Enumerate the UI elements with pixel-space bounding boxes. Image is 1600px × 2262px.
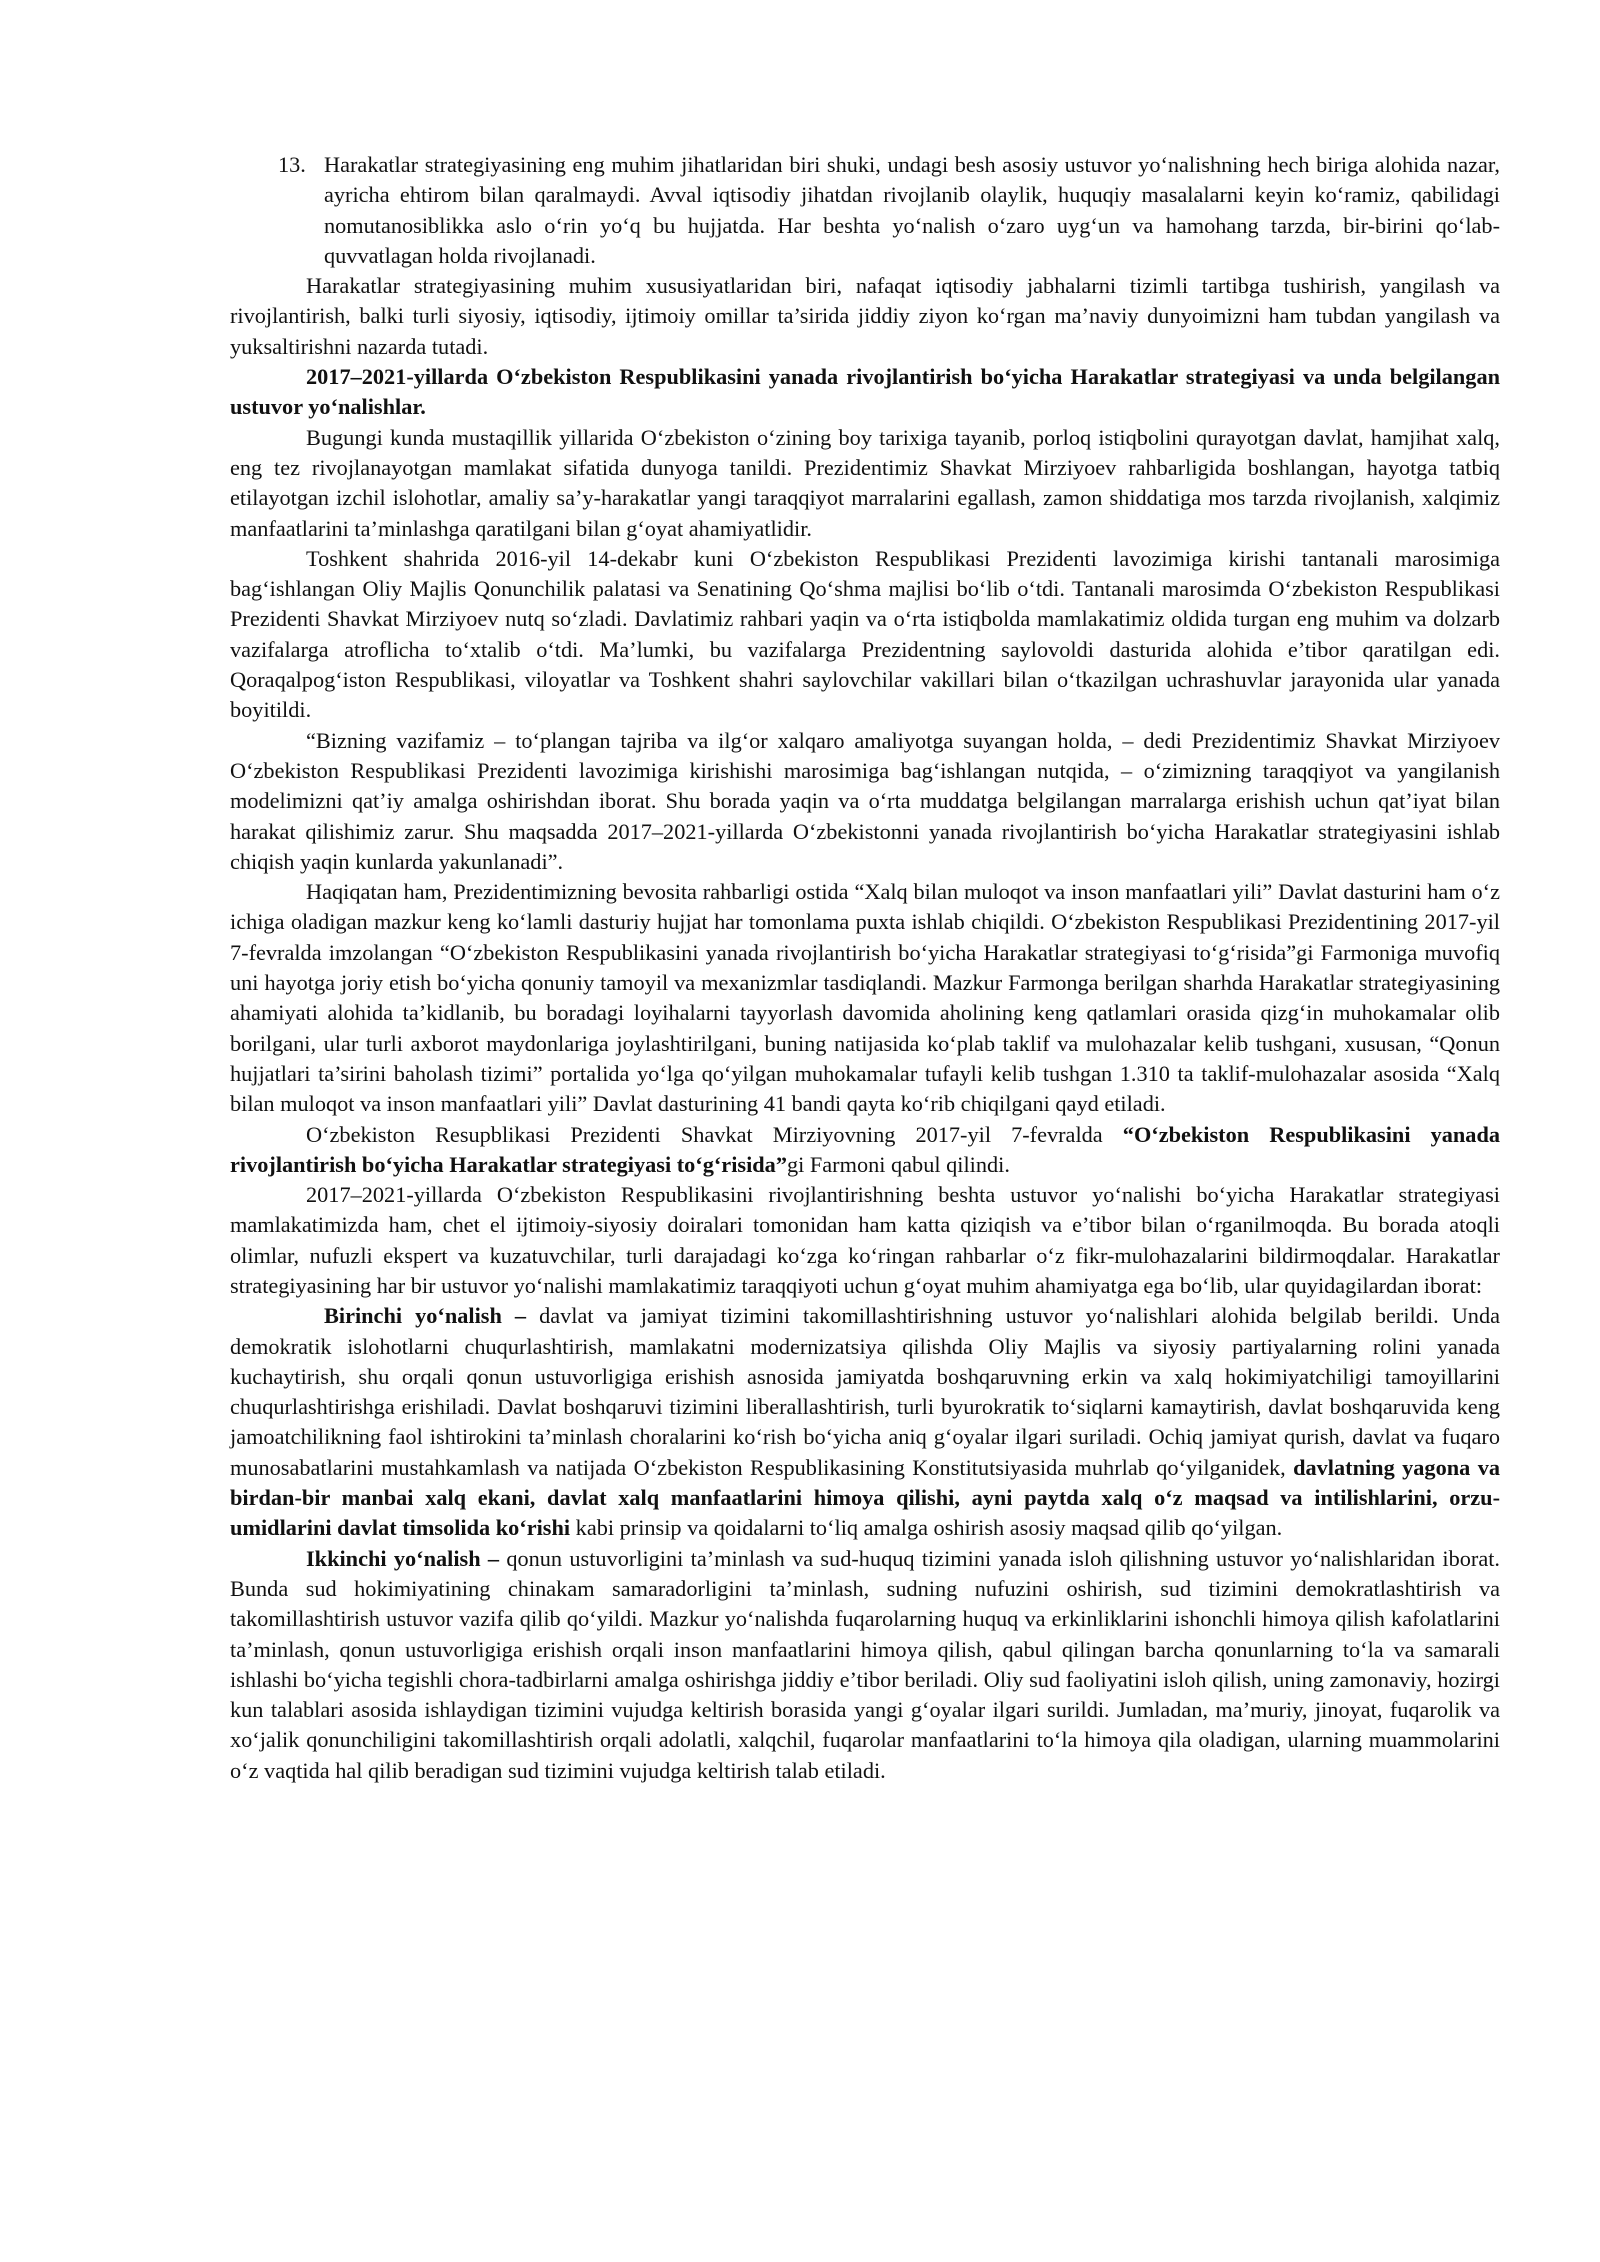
section-heading: 2017–2021-yillarda O‘zbekiston Respublikasini yanada rivojlantirish bo‘yicha Harakatlar strategiyasi va unda belgilangan ustuvor yo‘nalishlar. (230, 364, 1500, 420)
paragraph-first-direction (230, 1301, 1500, 1543)
first-direction-lead: Birinchi yo‘nalish – (324, 1303, 527, 1329)
decree-text-post: gi Farmoni qabul qilindi. (786, 1151, 1010, 1177)
list-item-first-line: Harakatlar strategiyasining eng muhim jihatlaridan biri shuki, undagi besh asosiy ustuvor yo‘nalishning hech (324, 152, 1310, 177)
first-direction-bold: davlatning yagona va birdan-bir manbai xalq ekani, davlat xalq manfaatlarini himoya qilishi, ayni paytda xalq o‘z maqsad va intilishlarini, orzu-umidlarini davlat timsolida ko‘rishi (230, 1454, 1500, 1541)
decree-text-pre: O‘zbekiston Resupblikasi Prezidenti Shavkat Mirziyovning 2017-yil 7-fevralda (306, 1121, 1123, 1147)
paragraph-indeed: Haqiqatan ham, Prezidentimizning bevosita rahbarligi ostida “Xalq bilan muloqot va inson manfaatlari yili” Davlat dasturini ham o‘z ichiga oladigan mazkur keng ko‘lamli dasturiy hujjat har tomonlama puxta ishlab chiqildi. O‘zbekiston Respublikasi Prezidentining 2017-yil 7-fevralda imzolangan “O‘zbekiston Respublikasini yanada rivojlantirish bo‘yicha Harakatlar strategiyasi to‘g‘risida”gi Farmoniga muvofiq uni hayotga joriy etish bo‘yicha qonuniy tamoyil va mexanizmlar tasdiqlandi. Mazkur Farmonga berilgan sharhda Harakatlar strategiyasining ahamiyati alohida ta’kidlanib, bu boradagi loyihalarni tayyorlash davomida aholining keng qatlamlari orasida qizg‘in muhokamalar olib borilgani, ular turli axborot maydonlariga joylashtirilgani, buning natijasida ko‘plab taklif va mulohazalar kelib tushgani, xususan, “Qonun hujjatlari ta’sirini baholash tizimi” portalida yo‘lga qo‘yilgan muhokamalar tufayli kelib tushgan 1.310 ta taklif-mulohazalar asosida “Xalq bilan muloqot va inson manfaatlari yili” Davlat dasturining 41 bandi qayta ko‘rib chiqilgani qayd etiladi. (230, 879, 1500, 1117)
paragraph-second-direction (230, 1544, 1500, 1786)
paragraph-tashkent: Toshkent shahrida 2016-yil 14-dekabr kuni O‘zbekiston Respublikasi Prezidenti lavozimiga kirishi tantanali marosimiga bag‘ishlangan Oliy Majlis Qonunchilik palatasi va Senatining Qo‘shma majlisi bo‘lib o‘tdi. Tantanali marosimda O‘zbekiston Respublikasi Prezidenti Shavkat Mirziyoev nutq so‘zladi. Davlatimiz rahbari yaqin va o‘rta istiqbolda mamlakatimiz oldida turgan eng muhim va dolzarb vazifalarga atroflicha to‘xtalib o‘tdi. Ma’lumki, bu vazifalarga Prezidentning saylovoldi dasturida alohida e’tibor qaratilgan edi. Qoraqalpog‘iston Respublikasi, viloyatlar va Toshkent shahri saylovchilar vakillari bilan o‘tkazilgan uchrashuvlar jarayonida ular yanada boyitildi. (230, 545, 1500, 723)
paragraph-five-directions: 2017–2021-yillarda O‘zbekiston Respublikasini rivojlantirishning beshta ustuvor yo‘nalishi bo‘yicha Harakatlar strategiyasi mamlakatimizda ham, chet el ijtimoiy-siyosiy doiralari tomonidan ham katta qiziqish va e’tibor bilan o‘rganilmoqda. Bu borada atoqli olimlar, nufuzli ekspert va kuzatuvchilar, turli darajadagi ko‘zga ko‘ringan rahbarlar o‘z fikr-mulohazalarini bildirmoqdalar. Harakatlar strategiyasining har bir ustuvor yo‘nalishi mamlakatimiz taraqqiyoti uchun g‘oyat muhim ahamiyatga ega bo‘lib, ular quyidagilardan iborat: (230, 1182, 1500, 1298)
second-direction-text: qonun ustuvorligini ta’minlash va sud-huquq tizimini yanada isloh qilishning ustuvor yo‘nalishlaridan iborat. Bunda sud hokimiyatining chinakam samaradorligini ta’minlash, sudning nufuzini oshirish, sud tizimini demokratlashtirish va takomillashtirish ustuvor vazifa qilib qo‘yildi. Mazkur yo‘nalishda fuqarolarning huquq va erkinliklarini ishonchli himoya qilish kafolatlarini ta’minlash, qonun ustuvorligiga erishish orqali inson manfaatlarini himoya qilish, qabul qilingan barcha qonunlarning to‘la va samarali ishlashi bo‘yicha tegishli chora-tadbirlarni amalga oshirishga jiddiy e’tibor beriladi. Oliy sud faoliyatini isloh qilish, uning zamonaviy, hozirgi kun talablari asosida ishlaydigan tizimini vujudga keltirish borasida yangi g‘oyalar ilgari surildi. Jumladan, ma’muriy, jinoyat, fuqarolik va xo‘jalik qonunchiligini takomillashtirish orqali adolatli, xalqchil, fuqarolar manfaatlarini to‘la himoya qila oladigan, ularning muammolarini o‘z vaqtida hal qilib beradigan sud tizimini vujudga keltirish talab etiladi. (230, 1545, 1500, 1783)
first-direction-text: davlat va jamiyat tizimini takomillashtirishning ustuvor yo‘nalishlari alohida belgilab berildi. Unda demokratik islohotlarni chuqurlashtirish, mamlakatni modernizatsiya qilishda Oliy Majlis va siyosiy partiyalarning rolini yanada kuchaytirish, shu orqali qonun ustuvorligiga erishish asnosida jamiyatda boshqaruvning erkin va xalq hokimiyatchiligi tamoyillarini chuqurlashtirishga erishiladi. Davlat boshqaruvi tizimini liberallashtirish, turli byurokratik to‘siqlarni kamaytirish, davlat boshqaruvida keng jamoatchilikning faol ishtirokini ta’minlash choralarini ko‘rish bo‘yicha aniq g‘oyalar ilgari suriladi. Ochiq jamiyat qurish, davlat va fuqaro munosabatlarini mustahkamlash va natijada O‘zbekiston Respublikasining Konstitutsiyasida muhrlab qo‘yilganidek, (230, 1303, 1500, 1480)
paragraph-today: Bugungi kunda mustaqillik yillarida O‘zbekiston o‘zining boy tarixiga tayanib, porloq istiqbolini qurayotgan davlat, hamjihat xalq, eng tez rivojlanayotgan mamlakat sifatida dunyoga tanildi. Prezidentimiz Shavkat Mirziyoev rahbarligida boshlangan, hayotga tatbiq etilayotgan izchil islohotlar, amaliy sa’y-harakatlar yangi taraqqiyot marralarini egallash, zamon shiddatiga mos tarzda rivojlanish, xalqimiz manfaatlarini ta’minlashga qaratilgani bilan g‘oyat ahamiyatlidir. (230, 424, 1500, 541)
list-item-text (324, 150, 1500, 271)
paragraph-decree (230, 1120, 1500, 1181)
list-number: 13. (278, 152, 306, 177)
first-direction-tail: kabi prinsip va qoidalarni to‘liq amalga oshirish asosiy maqsad qilib qo‘yilgan. (570, 1515, 1283, 1541)
paragraph-features: Harakatlar strategiyasining muhim xususiyatlaridan biri, nafaqat iqtisodiy jabhalarni tizimli tartibga tushirish, yangilash va rivojlantirish, balki turli siyosiy, iqtisodiy, ijtimoiy omillar ta’sirida jiddiy ziyon ko‘rgan ma’naviy dunyoimizni ham tubdan yangilash va yuksaltirishni nazarda tutadi. (230, 273, 1500, 359)
document-page (230, 150, 1500, 1786)
second-direction-lead: Ikkinchi yo‘nalish – (306, 1545, 500, 1571)
decree-title-bold: “O‘zbekiston Respublikasini yanada rivojlantirish bo‘yicha Harakatlar strategiyasi to‘g‘risida” (230, 1121, 1500, 1177)
list-item-13 (230, 150, 1500, 271)
paragraph-quote: “Bizning vazifamiz – to‘plangan tajriba va ilg‘or xalqaro amaliyotga suyangan holda, – dedi Prezidentimiz Shavkat Mirziyoev O‘zbekiston Respublikasi Prezidenti lavozimiga kirishishi marosimiga bag‘ishlangan nutqida, – o‘zimizning taraqqiyot va yangilanish modelimizni qat’iy amalga oshirishdan iborat. Shu borada yaqin va o‘rta muddatga belgilangan marralarga erishish uchun qat’iyat bilan harakat qilishimiz zarur. Shu maqsadda 2017–2021-yillarda O‘zbekistonni yanada rivojlantirish bo‘yicha Harakatlar strategiyasini ishlab chiqish yaqin kunlarda yakunlanadi”. (230, 727, 1500, 874)
list-item-rest: biriga alohida nazar, ayricha ehtirom bilan qaralmaydi. Avval iqtisodiy jihatdan rivojlanib olaylik, huquqiy masalalarni keyin ko‘ramiz, qabilidagi nomutanosiblikka aslo o‘rin yo‘q bu hujjatda. Har beshta yo‘nalish o‘zaro uyg‘un va hamohang tarzda, bir-birini qo‘lab-quvvatlagan holda rivojlanadi. (324, 152, 1501, 268)
